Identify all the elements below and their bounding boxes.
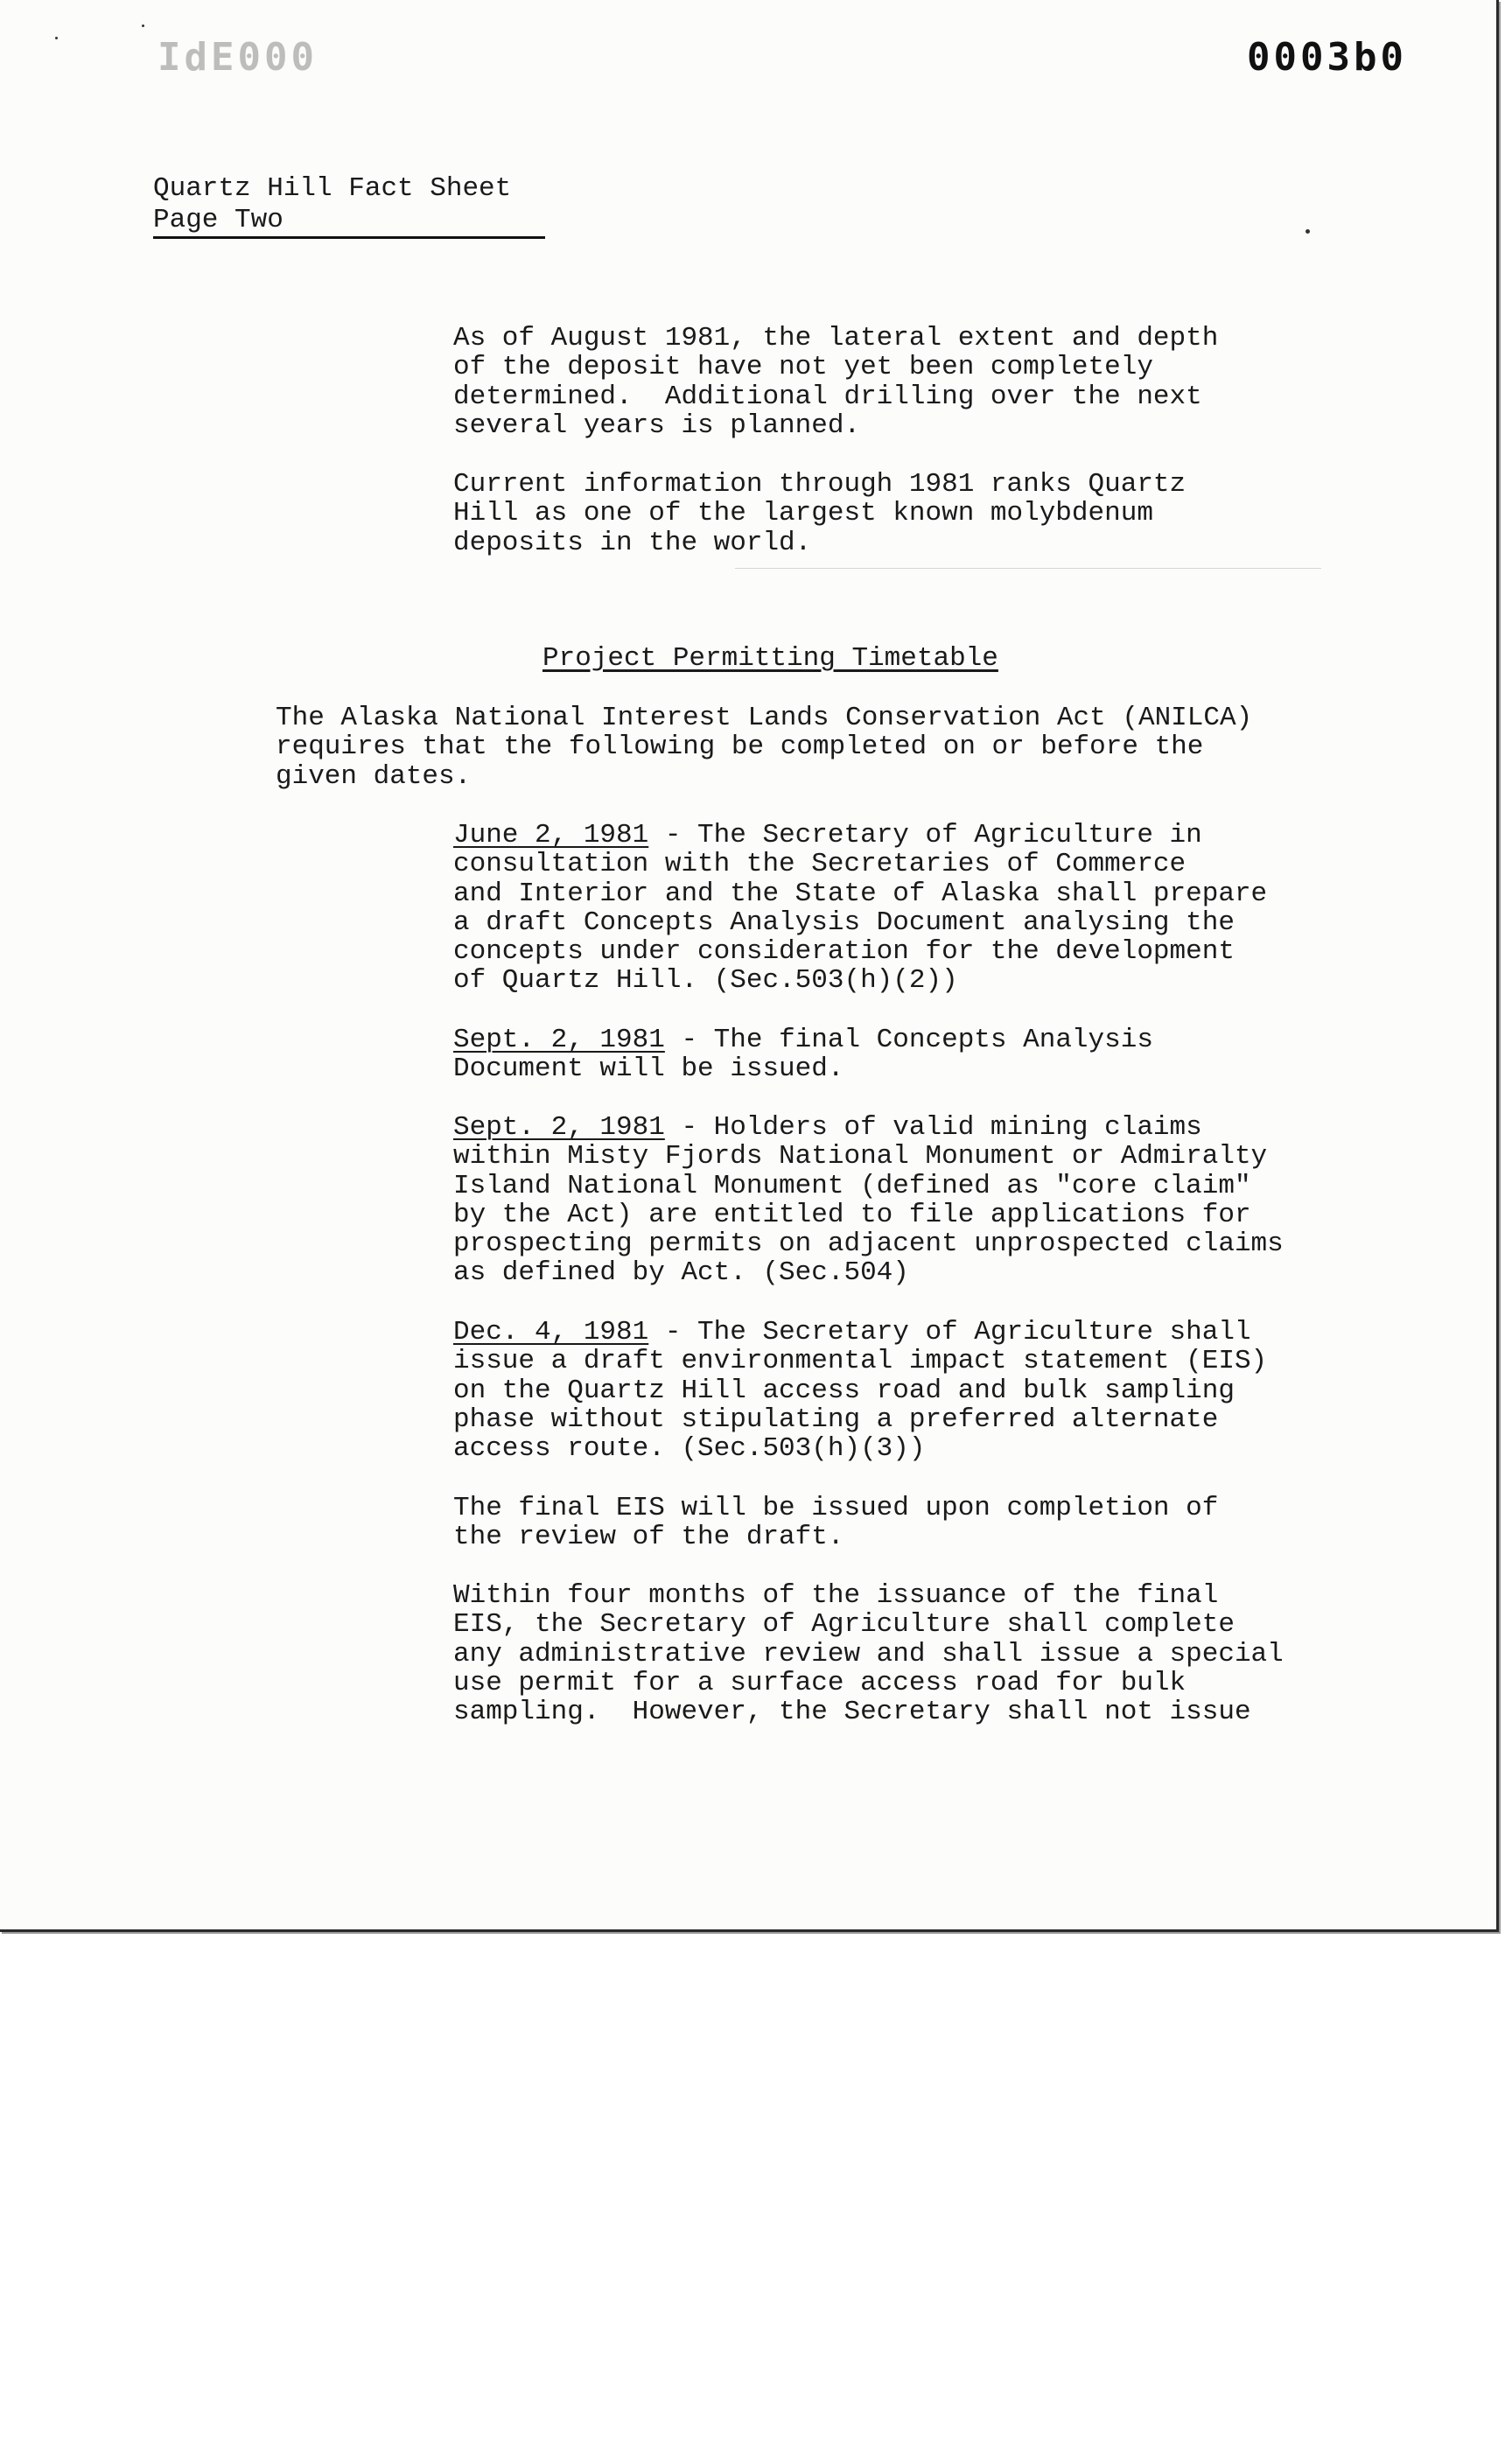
timetable-date: June 2, 1981 [453,820,649,850]
timetable-date: Dec. 4, 1981 [453,1317,649,1348]
timetable-date: Sept. 2, 1981 [453,1025,665,1055]
timetable-date: Sept. 2, 1981 [453,1112,665,1143]
scan-speck [55,37,58,39]
scan-speck [142,24,144,27]
scan-speck [1306,229,1310,234]
section-lead-paragraph: The Alaska National Interest Lands Conservation Act (ANILCA) requires that the following be completed on or before the given dates. [276,703,1253,792]
closing-paragraph: Within four months of the issuance of the final EIS, the Secretary of Agriculture shall complete any administrative review and shall issue a special use permit for a surface access road for bulk sampling. However, the Secretary shall not issue [453,1580,1284,1728]
header-page-label: Page Two [153,205,545,239]
timetable-text: - Holders of valid mining claims within Misty Fjords National Monument or Admiralty Island National Monument (defined as "core claim" by the Act) are entitled to file applications for prospecting permits on adjacent unprospected claims as defined by Act. (Sec.504) [453,1112,1284,1289]
intro-paragraph: Current information through 1981 ranks Quartz Hill as one of the largest known molybdenum deposits in the world. [453,469,1186,558]
timetable-entry [453,1026,1153,1084]
blank-margin [0,1938,1512,2450]
timetable-text: - The Secretary of Agriculture in consultation with the Secretaries of Commerce and Interior and the State of Alaska shall prepare a draft Concepts Analysis Document analysing the concepts under consideration for the development of Quartz Hill. (Sec.503(h)(2)) [453,820,1268,997]
timetable-entry [453,821,1267,996]
section-title: Project Permitting Timetable [542,643,998,674]
document-number-stamp: 0003b0 [1247,35,1407,80]
closing-paragraph: The final EIS will be issued upon completion of the review of the draft. [453,1493,1219,1553]
faded-stamp-code: IdE000 [158,35,318,80]
timetable-text: - The final Concepts Analysis Document will be issued. [453,1025,1153,1085]
timetable-text: - The Secretary of Agriculture shall issue a draft environmental impact statement (EIS) on the Quartz Hill access road and bulk sampling phase without stipulating a preferred alternate access route. (Sec.503(h)(3)) [453,1317,1268,1465]
intro-paragraph: As of August 1981, the lateral extent and depth of the deposit have not yet been completely determined. Additional drilling over the next several years is planned. [453,323,1219,441]
header-title: Quartz Hill Fact Sheet [153,173,512,204]
timetable-entry [453,1113,1284,1288]
page-header [153,173,545,239]
faint-scan-line [735,568,1321,569]
timetable-entry [453,1318,1267,1463]
